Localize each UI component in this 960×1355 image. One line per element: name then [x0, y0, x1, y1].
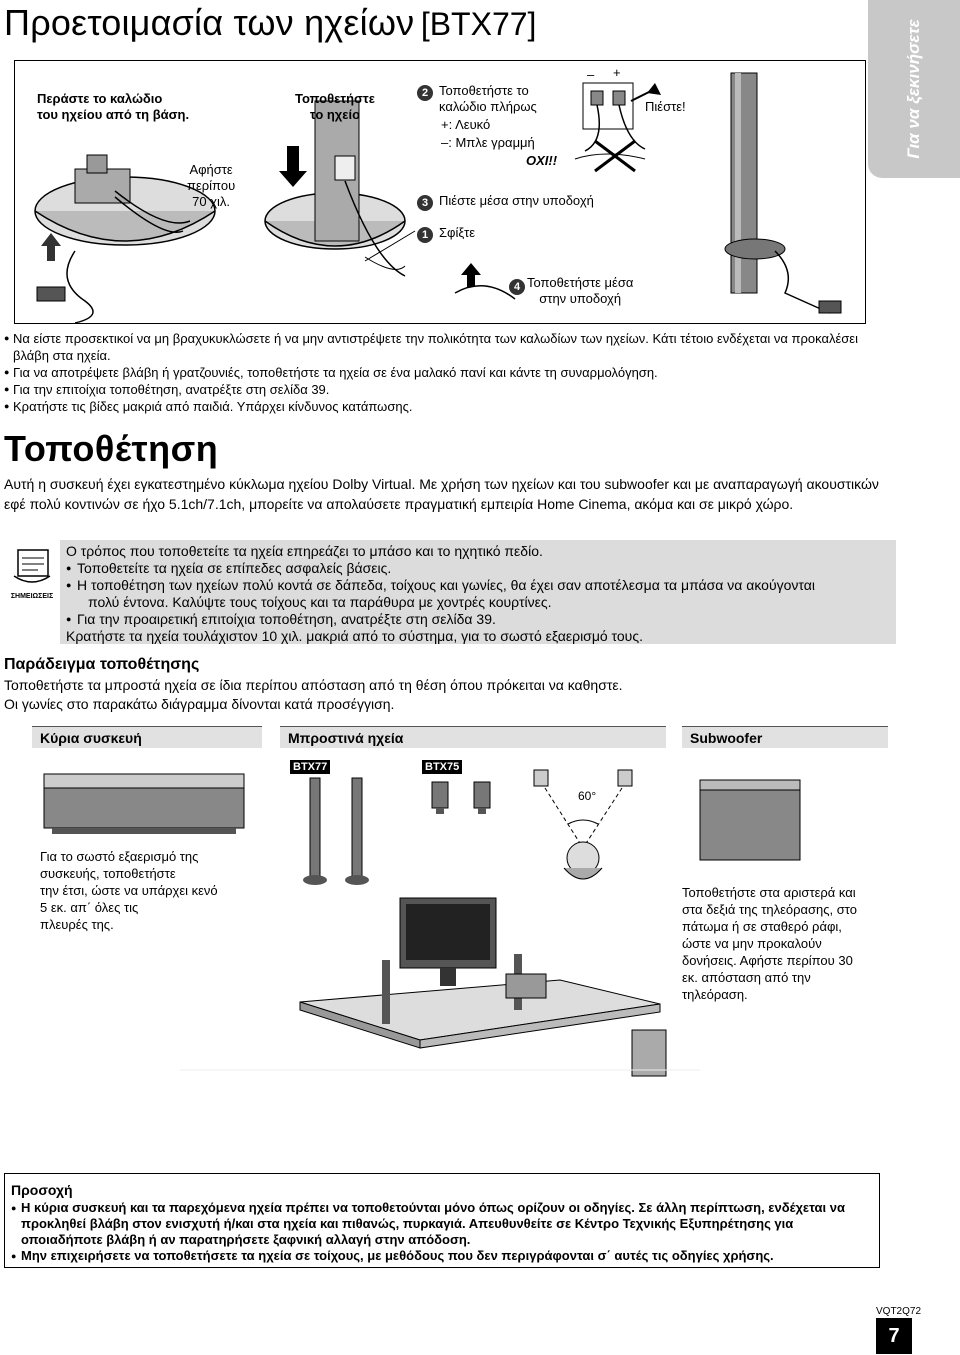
notes-icon-label: ΣΗΜΕΙΩΣΕΙΣ — [10, 593, 54, 600]
step3-text: Πιέστε μέσα στην υποδοχή — [439, 193, 594, 208]
bullet-wall-mount: ● Για την επιτοίχια τοποθέτηση, ανατρέξτε στη σελίδα 39. — [4, 381, 864, 398]
page-title-text: Προετοιμασία των ηχείων — [4, 2, 415, 43]
step1-number: 1 — [417, 225, 433, 243]
step2-text: Τοποθετήστε το καλώδιο πλήρως — [439, 83, 537, 114]
section-title: Τοποθέτηση — [4, 428, 219, 469]
model-label: [BTX77] — [420, 6, 537, 42]
angle-label: 60° — [578, 789, 597, 803]
note-line-3b: πολύ έντονα. Καλύψτε τους τοίχους και τα παράθυρα με χοντρές κουρτίνες. — [88, 594, 552, 610]
step4-text: Τοποθετήστε μέσα στην υποδοχή — [527, 275, 634, 306]
example-text — [4, 676, 623, 714]
bullet-polarity: ● Να είστε προσεκτικοί να μη βραχυκυκλώσετε ή να μην αντιστρέψετε την πολικότητα των καλωδίων των ηχείων. Κάτι τέτοιο ενδέχεται να προκαλέσει βλάβη στα ηχεία. — [4, 330, 864, 364]
notes-box — [60, 540, 896, 644]
page-title — [4, 2, 536, 46]
terminal-plus: + — [613, 65, 621, 80]
side-tab — [868, 0, 960, 178]
step3-number: 3 — [417, 193, 433, 211]
plus-white-label: +: Λευκό — [441, 117, 491, 132]
bullet-soft-cloth: ● Για να αποτρέψετε βλάβη ή γρατζουνιές, τοποθετήστε τα ηχεία σε ένα μαλακό πανί και κάντε τη συναρμολόγηση. — [4, 364, 864, 381]
push-label: Πιέστε! — [645, 99, 686, 114]
panel-front-speakers: Μπροστινά ηχεία — [280, 726, 666, 748]
note-line-4: ● Για την προαιρετική επιτοίχια τοποθέτηση, ανατρέξτε στη σελίδα 39. — [66, 611, 890, 628]
example-title: Παράδειγμα τοποθέτησης — [4, 656, 200, 673]
page-number: 7 — [876, 1318, 912, 1354]
terminal-minus: – — [587, 67, 595, 82]
step4-number: 4 — [509, 277, 525, 295]
section-intro: Αυτή η συσκευή έχει εγκατεστημένο κύκλωμα ηχείου Dolby Virtual. Με χρήση των ηχείων και του subwoofer και με αναπαραγωγή ακουστικών εφέ πολύ κοντινών σε ήχο 5.1ch/7.1ch, μπορείτε να απολαύσετε πραγματική εμπειρία Home Cinema, ακόμα και σε μικρό χώρο. — [4, 476, 879, 512]
notes-icon — [10, 548, 54, 602]
document-code: VQT2Q72 — [876, 1306, 922, 1317]
assembly-notes — [4, 330, 864, 415]
placement-illustration — [0, 740, 900, 1160]
minus-blue-label: –: Μπλε γραμμή — [441, 135, 535, 150]
main-unit-text: Για το σωστό εξαερισμό της συσκευής, τοποθετήστε την έτσι, ώστε να υπάρχει κενό 5 εκ. απ΄ όλες τις πλευρές της. — [40, 849, 218, 932]
panel-subwoofer: Subwoofer — [682, 726, 888, 748]
btx77-badge: BTX77 — [290, 760, 330, 774]
subwoofer-text: Τοποθετήστε στα αριστερά και στα δεξιά της τηλεόρασης, στο πάτωμα ή σε σταθερό ράφι, ώστε να μην προκαλούν δονήσεις. Αφήστε περίπου 30 εκ. απόσταση από την τηλεόραση. — [682, 885, 857, 1002]
wrong-label: ΟΧΙ!! — [526, 153, 558, 168]
example-line-1: Τοποθετήστε τα μπροστά ηχεία σε ίδια περίπου απόσταση από τη θέση όπου πρόκειται να καθηστε. — [4, 677, 623, 693]
step-place-speaker: Τοποθετήστε το ηχείο — [295, 91, 375, 122]
note-line-1: Ο τρόπος που τοποθετείτε τα ηχεία επηρεάζει το μπάσο και το ηχητικό πεδίο. — [66, 543, 543, 559]
caution-title: Προσοχή — [11, 1182, 73, 1198]
step2-number: 2 — [417, 83, 433, 101]
caution-box — [4, 1173, 880, 1268]
bullet-screws: ● Κρατήστε τις βίδες μακριά από παιδιά. Υπάρχει κίνδυνος κατάπωσης. — [4, 398, 864, 415]
note-line-3a: ● Η τοποθέτηση των ηχείων πολύ κοντά σε δάπεδα, τοίχους και γωνίες, θα έχει σαν αποτέλεσμα τα μπάσα να ακούγονται — [66, 577, 890, 594]
caution-bullet-1: ● Η κύρια συσκευή και τα παρεχόμενα ηχεία πρέπει να τοποθετούνται μόνο όπως ορίζουν οι οδηγίες. Σε άλλη περίπτωση, ενδέχεται να προκληθεί βλάβη στον ενισχυτή ή/και στα ηχεία και πιθανώς, πυρκαγιά. Απευθυνθείτε σε Κέντρο Τεχνικής Εξυπηρέτησης για οποιαδήποτε βλάβη ή αν παρατηρήσετε ξαφνική αλλαγή στην απόδοση. — [11, 1200, 873, 1248]
step-pass-cable: Περάστε το καλώδιο του ηχείου από τη βάση. — [37, 91, 190, 122]
step1-text: Σφίξτε — [439, 225, 476, 240]
assembly-figure — [14, 60, 866, 324]
panel-main-unit: Κύρια συσκευή — [32, 726, 262, 748]
note-line-5: Κρατήστε τα ηχεία τουλάχιστον 10 χιλ. μακριά από το σύστημα, για το σωστό εξαερισμό τους. — [66, 628, 643, 644]
caution-bullet-2: ● Μην επιχειρήσετε να τοποθετήσετε τα ηχεία σε τοίχους, με μεθόδους που δεν περιγράφονται σ΄ αυτές τις οδηγίες χρήσης. — [11, 1248, 873, 1264]
btx75-badge: BTX75 — [422, 760, 462, 774]
note-line-2: ● Τοποθετείτε τα ηχεία σε επίπεδες ασφαλείς βάσεις. — [66, 560, 890, 577]
side-tab-label: Για να ξεκινήσετε — [904, 19, 923, 159]
example-line-2: Οι γωνίες στο παρακάτω διάγραμμα δίνονται κατά προσέγγιση. — [4, 696, 395, 712]
step-peel-note: Αφήστε περίπου 70 χιλ. — [187, 162, 236, 209]
